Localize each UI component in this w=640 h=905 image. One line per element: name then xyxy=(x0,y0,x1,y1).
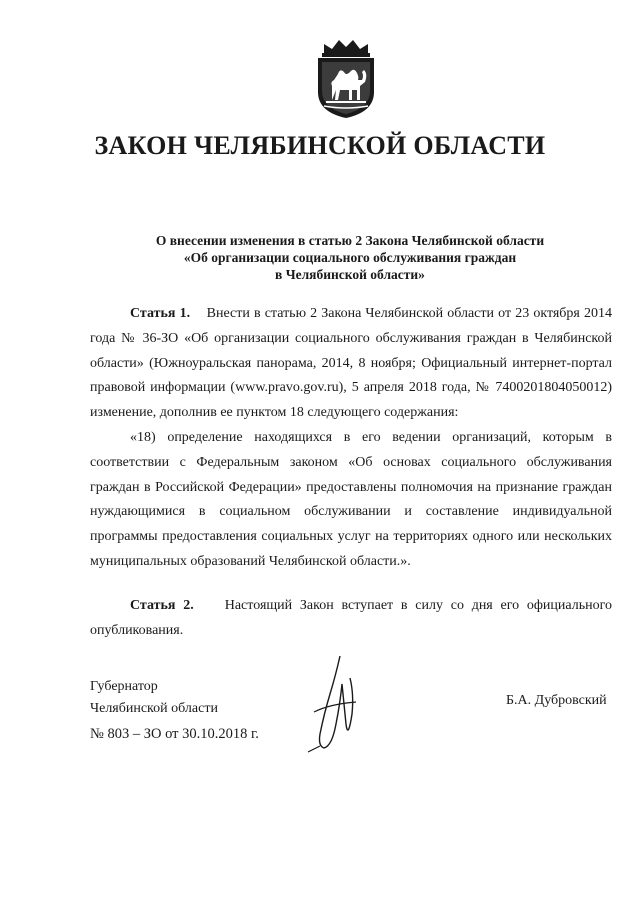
handwritten-signature xyxy=(300,654,366,754)
article-2-text: Настоящий Закон вступает в силу со дня его официального опубликования. xyxy=(90,598,612,638)
chelyabinsk-coat-of-arms-icon xyxy=(310,36,382,120)
article-1-label: Статья 1. xyxy=(130,306,191,321)
subtitle-line: О внесении изменения в статью 2 Закона Челябинской области xyxy=(155,233,545,248)
governor-title: Губернатор xyxy=(90,679,158,694)
article-2-label: Статья 2. xyxy=(130,598,194,613)
article-1 xyxy=(90,302,612,575)
article-1-quote: «18) определение находящихся в его ведении организаций, которым в соответствии с Федеральным законом «Об основах социального обслуживания граждан в Российской Федерации» предоставлены полномочия на признание граждан нуждающимися в социальном обслуживании и составление индивидуальной программы предоставления социальных услуг на территориях одного или нескольких муниципальных образований Челябинской области.». xyxy=(90,429,612,569)
document-title: ЗАКОН ЧЕЛЯБИНСКОЙ ОБЛАСТИ xyxy=(94,131,546,160)
article-2 xyxy=(90,594,612,644)
governor-name: Б.А. Дубровский xyxy=(506,693,607,708)
governor-region: Челябинской области xyxy=(90,701,218,716)
subtitle-line: в Челябинской области» xyxy=(275,267,425,282)
governor-block xyxy=(90,676,218,720)
article-1-text: Внести в статью 2 Закона Челябинской области от 23 октября 2014 года № 36-ЗО «Об организации социального обслуживания граждан в Челябинской области» (Южноуральская панорама, 2014, 8 ноября; Официальный интернет-портал правовой информации (www.pravo.gov.ru), 5 апреля 2018 года, № 7400201804050012) изменение, дополнив ее пунктом 18 следующего содержания: xyxy=(90,306,613,421)
article-1-paragraph xyxy=(90,302,612,426)
article-2-paragraph xyxy=(90,594,612,644)
document-subtitle xyxy=(60,232,640,283)
law-number-date: № 803 – ЗО от 30.10.2018 г. xyxy=(90,726,259,742)
subtitle-line: «Об организации социального обслуживания граждан xyxy=(183,250,517,265)
